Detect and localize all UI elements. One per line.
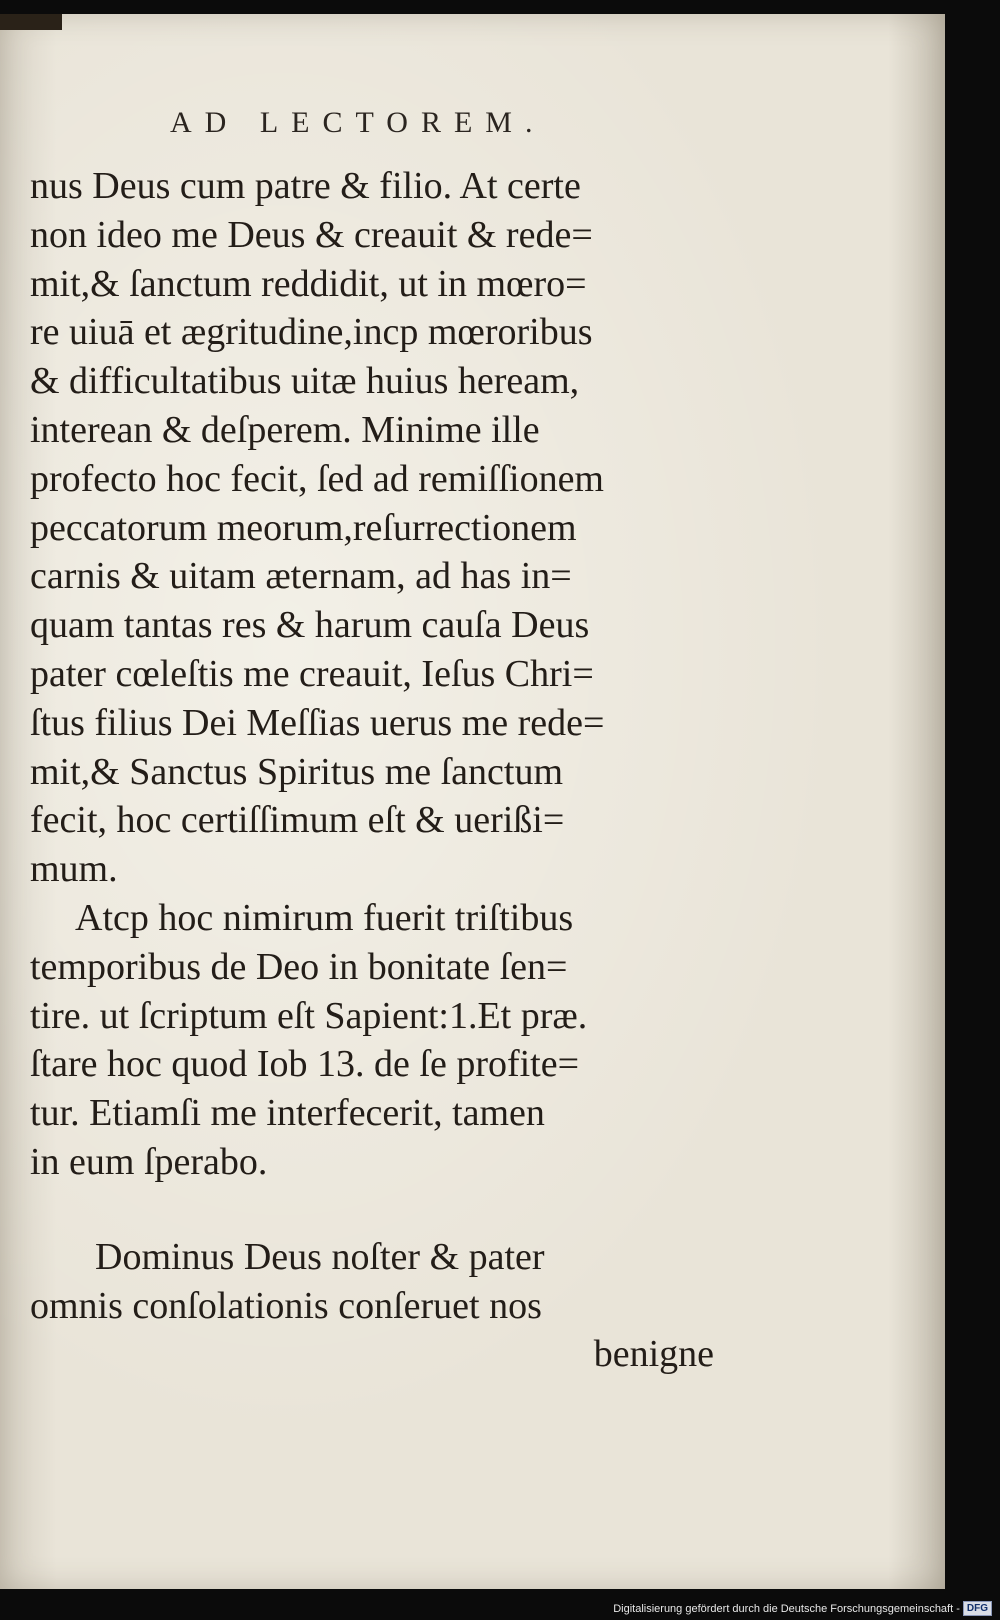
text-line: re uiuā et ægritudine,incp mœroribus [30,311,593,354]
dfg-logo: DFG [963,1601,992,1616]
text-line: nus Deus cum patre & filio. At certe [30,165,581,207]
book-page [0,14,945,1589]
text-line: ſtare hoc quod Iob 13. de ſe profite= [30,1043,580,1086]
text-line: non ideo me Deus & creauit & rede= [30,213,593,256]
closing-line: Dominus Deus noſter & pater [95,1235,545,1278]
text-line: temporibus de Deo in bonitate ſen= [30,945,568,988]
text-line: quam tantas res & harum cauſa Deus [30,604,590,647]
text-line: mit,& Sanctus Spiritus me ſanctum [30,750,564,793]
catchword: benigne [593,1333,714,1376]
text-line: & difficultatibus uitæ huius heream, [30,360,580,403]
credit-text: Digitalisierung gefördert durch die Deutsche Forschungsgemeinschaft - [613,1602,960,1615]
closing-line: omnis conſolationis conſeruet nos [30,1284,542,1327]
text-line: peccatorum meorum,reſurrectionem [30,506,577,549]
text-line: ſtus filius Dei Meſſias uerus me rede= [30,701,605,744]
text-line: pater cœleſtis me creauit, Ieſus Chri= [30,652,594,695]
text-line: profecto hoc fecit, ſed ad remiſſionem [30,457,604,500]
body-text [30,162,720,1379]
text-line: mit,& ſanctum reddidit, ut in mœro= [30,262,587,305]
page-edge-strip [0,14,62,30]
text-line: carnis & uitam æternam, ad has in= [30,555,572,598]
paragraph-gap [30,1187,720,1233]
running-head: AD LECTOREM. [170,106,546,139]
digitization-credit [613,1601,992,1616]
text-line: tur. Etiamſi me interfecerit, tamen [30,1092,545,1135]
text-line: interean & deſperem. Minime ille [30,408,540,451]
text-line: Atcp hoc nimirum fuerit triſtibus [75,896,574,939]
text-line: mum. [30,848,118,891]
text-line: tire. ut ſcriptum eſt Sapient:1.Et præ. [30,994,588,1037]
text-line: in eum ſperabo. [30,1140,268,1183]
text-line: fecit, hoc certiſſimum eſt & uerißi= [30,799,565,842]
